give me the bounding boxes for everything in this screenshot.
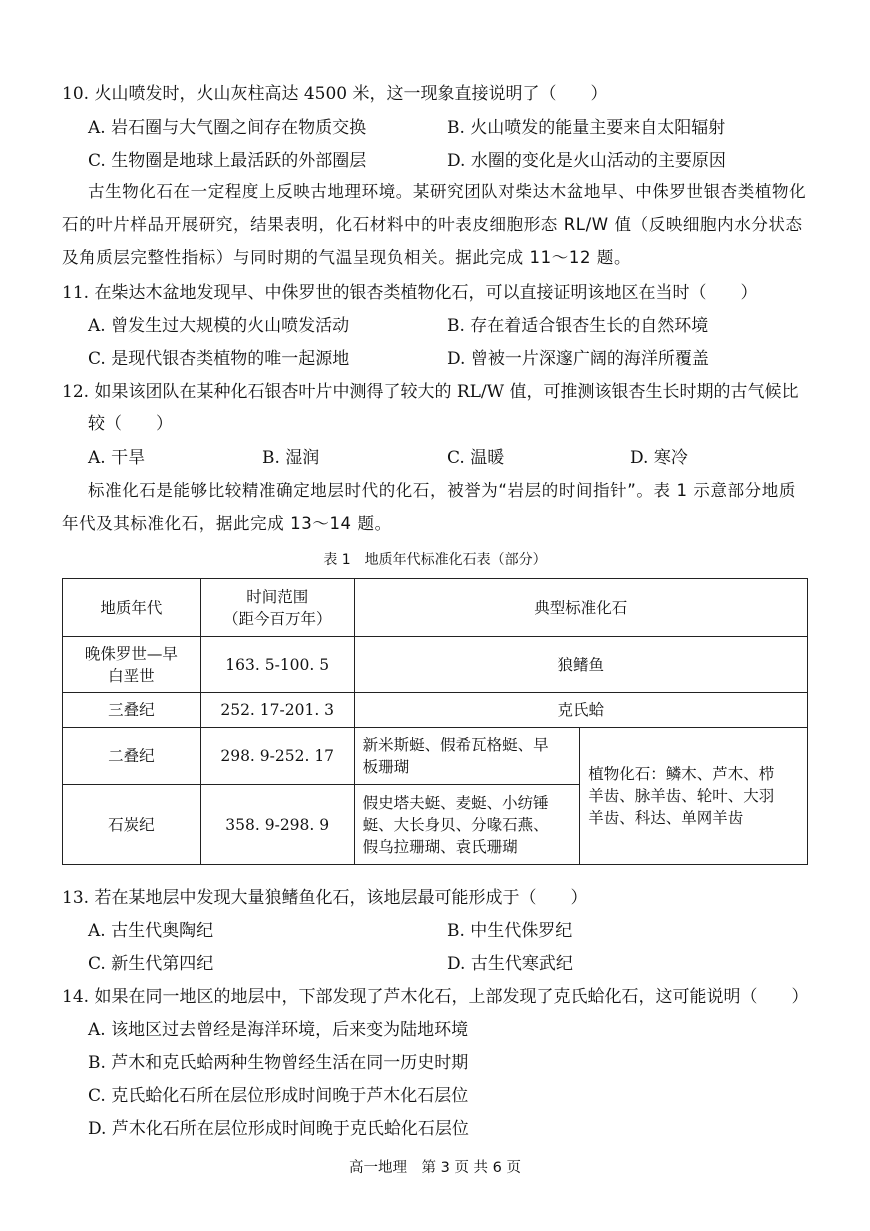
row3-age: 二叠纪 xyxy=(63,728,201,785)
q12-option-d: D. 寒冷 xyxy=(630,448,688,468)
row1-fossil: 狼鳍鱼 xyxy=(354,637,807,693)
row4-fossil-line1: 假史塔夫蜓、麦蜓、小纺锤 xyxy=(362,793,549,812)
q11-option-a: A. 曾发生过大规模的火山喷发活动 xyxy=(88,316,350,336)
row1-age-line2: 白垩世 xyxy=(108,666,155,685)
header-time-range-line1: 时间范围 xyxy=(246,587,309,606)
q10-option-b: B. 火山喷发的能量主要来自太阳辐射 xyxy=(447,118,726,138)
row2-fossil: 克氏蛤 xyxy=(354,693,807,728)
row4-age: 石炭纪 xyxy=(63,785,201,865)
q12-option-a: A. 干旱 xyxy=(88,448,146,468)
q14-option-d: D. 芦木化石所在层位形成时间晚于克氏蛤化石层位 xyxy=(88,1119,469,1139)
plant-fossils-line2: 羊齿、脉羊齿、轮叶、大羽 xyxy=(588,787,775,805)
q13-option-c: C. 新生代第四纪 xyxy=(88,954,214,974)
row3-fossil xyxy=(354,728,580,785)
table-row xyxy=(63,693,808,728)
q14-option-b: B. 芦木和克氏蛤两种生物曾经生活在同一历史时期 xyxy=(88,1053,469,1073)
q13-option-a: A. 古生代奥陶纪 xyxy=(88,921,214,941)
q11-option-d: D. 曾被一片深邃广阔的海洋所覆盖 xyxy=(447,349,709,369)
table-row xyxy=(63,637,808,693)
intro-paragraph-1: 古生物化石在一定程度上反映古地理环境。某研究团队对柴达木盆地早、中侏罗世银杏类植物化石的叶片样品开展研究，结果表明，化石材料中的叶表皮细胞形态 RL/W 值（反映细胞内水分状态及角质层完整性指标）与同时期的气温呈现负相关。据此完成 11～12 题。 xyxy=(62,182,807,267)
table-header-row xyxy=(63,579,808,637)
row4-fossil-line2: 蜓、大长身贝、分喙石燕、 xyxy=(362,815,549,834)
q14-option-c: C. 克氏蛤化石所在层位形成时间晚于芦木化石层位 xyxy=(88,1086,469,1106)
q12-stem-line1: 12. 如果该团队在某种化石银杏叶片中测得了较大的 RL/W 值，可推测该银杏生长时期的古气候比 xyxy=(62,382,799,402)
header-time-range-line2: （距今百万年） xyxy=(222,609,332,628)
row4-fossil-line3: 假乌拉珊瑚、袁氏珊瑚 xyxy=(362,837,518,856)
fossil-table xyxy=(62,578,808,865)
q11-option-c: C. 是现代银杏类植物的唯一起源地 xyxy=(88,349,350,369)
q11-option-b: B. 存在着适合银杏生长的自然环境 xyxy=(447,316,709,336)
q13-stem: 13. 若在某地层中发现大量狼鳍鱼化石，该地层最可能形成于（ ） xyxy=(62,888,588,908)
q12-option-b: B. 湿润 xyxy=(262,448,320,468)
q11-stem: 11. 在柴达木盆地发现早、中侏罗世的银杏类植物化石，可以直接证明该地区在当时（ ） xyxy=(62,283,758,303)
row3-range: 298. 9-252. 17 xyxy=(200,728,354,785)
q10-option-a: A. 岩石圈与大气圈之间存在物质交换 xyxy=(88,118,367,138)
row2-age: 三叠纪 xyxy=(63,693,201,728)
row3-fossil-line2: 板珊瑚 xyxy=(362,758,410,776)
header-geologic-age: 地质年代 xyxy=(63,579,201,637)
q13-option-d: D. 古生代寒武纪 xyxy=(447,954,573,974)
intro-paragraph-2: 标准化石是能够比较精准确定地层时代的化石，被誉为“岩层的时间指针”。表 1 示意部分地质年代及其标准化石，据此完成 13～14 题。 xyxy=(62,481,796,533)
q10-option-d: D. 水圈的变化是火山活动的主要原因 xyxy=(447,151,726,171)
row2-range: 252. 17-201. 3 xyxy=(200,693,354,728)
plant-fossils-line3: 羊齿、科达、单网羊齿 xyxy=(588,809,744,827)
q13-option-b: B. 中生代侏罗纪 xyxy=(447,921,573,941)
plant-fossils xyxy=(580,728,808,865)
plant-fossils-line1: 植物化石：鳞木、芦木、栉 xyxy=(588,765,775,783)
row4-fossil xyxy=(354,785,580,865)
q10-option-c: C. 生物圈是地球上最活跃的外部圈层 xyxy=(88,151,367,171)
q14-option-a: A. 该地区过去曾经是海洋环境，后来变为陆地环境 xyxy=(88,1020,469,1040)
row1-range: 163. 5-100. 5 xyxy=(200,637,354,693)
q10-stem: 10. 火山喷发时，火山灰柱高达 4500 米，这一现象直接说明了（ ） xyxy=(62,84,608,104)
row1-age-line1: 晚侏罗世—早 xyxy=(84,644,178,663)
page-footer: 高一地理 第 3 页 共 6 页 xyxy=(349,1160,521,1176)
q12-stem-line2: 较（ ） xyxy=(88,414,173,434)
header-typical-fossils: 典型标准化石 xyxy=(354,579,807,637)
q12-option-c: C. 温暖 xyxy=(447,448,505,468)
row3-fossil-line1: 新米斯蜓、假希瓦格蜓、早 xyxy=(362,736,549,754)
header-time-range xyxy=(200,579,354,637)
table-row xyxy=(63,728,808,785)
q14-stem: 14. 如果在同一地区的地层中，下部发现了芦木化石，上部发现了克氏蛤化石，这可能说明（ ） xyxy=(62,987,809,1007)
row1-age xyxy=(63,637,201,693)
row4-range: 358. 9-298. 9 xyxy=(200,785,354,865)
table-caption: 表 1 地质年代标准化石表（部分） xyxy=(323,552,547,568)
